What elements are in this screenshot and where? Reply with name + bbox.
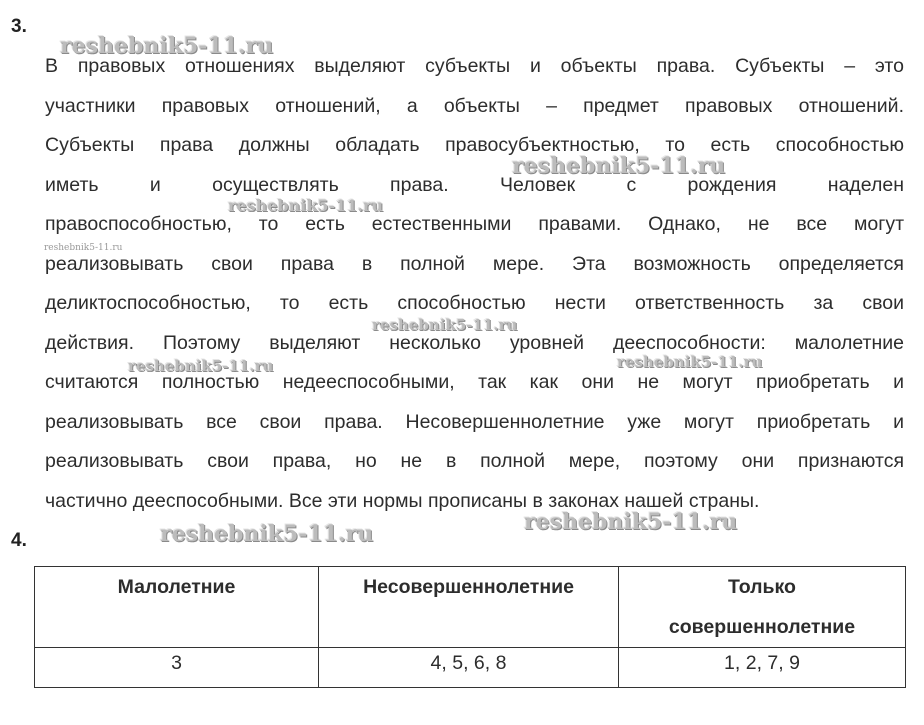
task-3-number: 3. [11, 16, 27, 37]
task-3-paragraph [45, 47, 904, 521]
table-header: Малолетние [35, 567, 319, 648]
paragraph-line: Субъекты права должны обладать правосубъектностью, то есть способностью [45, 134, 904, 156]
watermark: reshebnik5-11.ru [44, 243, 123, 253]
paragraph-line: участники правовых отношений, а объекты – предмет правовых отношений. [45, 94, 904, 117]
paragraph-line: частично дееспособными. Все эти нормы прописаны в законах нашей страны. [45, 489, 760, 512]
table-cell: 1, 2, 7, 9 [619, 648, 906, 688]
watermark: reshebnik5-11.ru [60, 33, 274, 59]
watermark: reshebnik5-11.ru [524, 509, 738, 535]
table-header: Несовершеннолетние [319, 567, 619, 648]
answer-table [34, 566, 906, 688]
paragraph-line: деликтоспособностью, то есть способностью нести ответственность за свои [45, 292, 904, 314]
table-cell: 4, 5, 6, 8 [319, 648, 619, 688]
table-header: Только совершеннолетние [619, 567, 906, 648]
paragraph-line: правоспособностью, то есть естественными правами. Однако, не все могут [45, 213, 904, 235]
watermark: reshebnik5-11.ru [512, 153, 726, 179]
watermark: reshebnik5-11.ru [372, 316, 518, 334]
table-cell: 3 [35, 648, 319, 688]
watermark: reshebnik5-11.ru [617, 353, 763, 371]
watermark: reshebnik5-11.ru [128, 357, 274, 375]
task-4-number: 4. [11, 530, 27, 551]
paragraph-line: действия. Поэтому выделяют несколько уровней дееспособности: малолетние [45, 331, 904, 354]
paragraph-line: В правовых отношениях выделяют субъекты и объекты права. Субъекты – это [45, 55, 904, 77]
watermark: reshebnik5-11.ru [228, 196, 384, 215]
paragraph-line: реализовывать все свои права. Несовершеннолетние уже могут приобретать и [45, 410, 904, 433]
table-header-row [35, 567, 906, 648]
paragraph-line: иметь и осуществлять права. Человек с рождения наделен [45, 173, 904, 196]
table-row [35, 648, 906, 688]
watermark: reshebnik5-11.ru [160, 521, 374, 547]
paragraph-line: реализовывать свои права, но не в полной мере, поэтому они признаются [45, 450, 904, 472]
paragraph-line: реализовывать свои права в полной мере. Эта возможность определяется [45, 252, 904, 275]
paragraph-line: считаются полностью недееспособными, так как они не могут приобретать и [45, 371, 904, 393]
